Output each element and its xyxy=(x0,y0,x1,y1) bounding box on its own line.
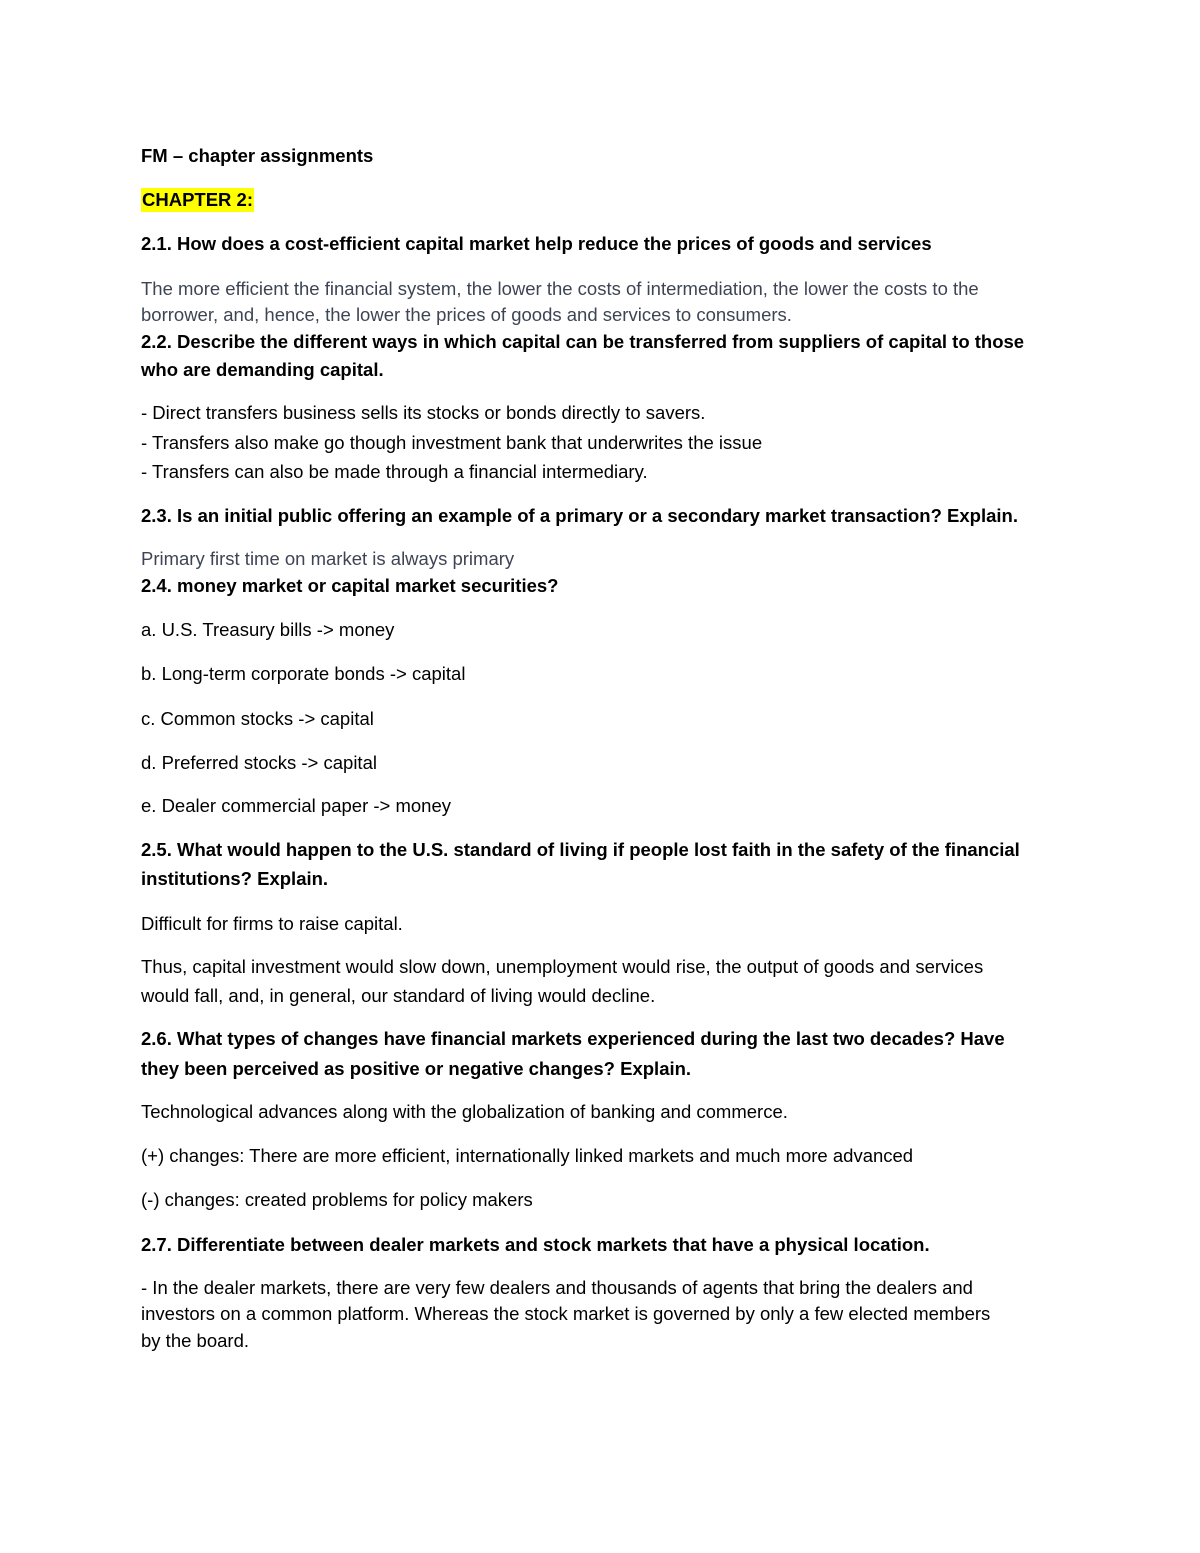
answer-2-4-c: c. Common stocks -> capital xyxy=(141,708,374,729)
answer-2-5-line-1: Difficult for firms to raise capital. xyxy=(141,913,403,934)
question-2-2-line-2: who are demanding capital. xyxy=(141,359,384,380)
answer-2-5-line-3: would fall, and, in general, our standard of living would decline. xyxy=(141,985,656,1006)
answer-2-4-a: a. U.S. Treasury bills -> money xyxy=(141,619,395,640)
chapter-heading-highlight: CHAPTER 2: xyxy=(142,189,254,210)
question-2-4: 2.4. money market or capital market securities? xyxy=(141,575,559,596)
answer-2-6-line-1: Technological advances along with the globalization of banking and commerce. xyxy=(141,1101,788,1122)
question-2-2-line-1: 2.2. Describe the different ways in which capital can be transferred from suppliers of capital to those xyxy=(141,331,1025,352)
answer-2-2-item-3: - Transfers can also be made through a financial intermediary. xyxy=(141,461,648,482)
answer-2-4-b: b. Long-term corporate bonds -> capital xyxy=(141,663,466,684)
document-title: FM – chapter assignments xyxy=(141,145,374,166)
answer-2-2-item-1: - Direct transfers business sells its stocks or bonds directly to savers. xyxy=(141,402,706,423)
answer-2-5-line-2: Thus, capital investment would slow down, unemployment would rise, the output of goods and services xyxy=(141,956,984,977)
answer-2-1-line-2: borrower, and, hence, the lower the prices of goods and services to consumers. xyxy=(141,304,792,325)
question-2-7: 2.7. Differentiate between dealer markets and stock markets that have a physical location. xyxy=(141,1234,930,1255)
question-2-6-line-2: they been perceived as positive or negative changes? Explain. xyxy=(141,1058,692,1079)
answer-2-4-e: e. Dealer commercial paper -> money xyxy=(141,795,452,816)
answer-2-6-line-2: (+) changes: There are more efficient, internationally linked markets and much more advanced xyxy=(141,1145,914,1166)
answer-2-7-line-2: investors on a common platform. Whereas the stock market is governed by only a few elected members xyxy=(141,1303,991,1324)
answer-2-6-line-3: (-) changes: created problems for policy makers xyxy=(141,1189,533,1210)
answer-2-3: Primary first time on market is always primary xyxy=(141,548,515,569)
answer-2-1-line-1: The more efficient the financial system, the lower the costs of intermediation, the lower the costs to the xyxy=(141,278,979,299)
answer-2-7-line-3: by the board. xyxy=(141,1330,249,1351)
answer-2-4-d: d. Preferred stocks -> capital xyxy=(141,752,377,773)
answer-2-7-line-1: - In the dealer markets, there are very few dealers and thousands of agents that bring the dealers and xyxy=(141,1277,973,1298)
question-2-5-line-1: 2.5. What would happen to the U.S. standard of living if people lost faith in the safety of the financial xyxy=(141,839,1020,860)
answer-2-2-item-2: - Transfers also make go though investment bank that underwrites the issue xyxy=(141,432,763,453)
question-2-3: 2.3. Is an initial public offering an example of a primary or a secondary market transaction? Explain. xyxy=(141,505,1018,526)
chapter-heading xyxy=(141,187,1071,213)
question-2-5-line-2: institutions? Explain. xyxy=(141,868,329,889)
question-2-6-line-1: 2.6. What types of changes have financial markets experienced during the last two decades? Have xyxy=(141,1028,1005,1049)
question-2-1: 2.1. How does a cost-efficient capital market help reduce the prices of goods and services xyxy=(141,233,932,254)
